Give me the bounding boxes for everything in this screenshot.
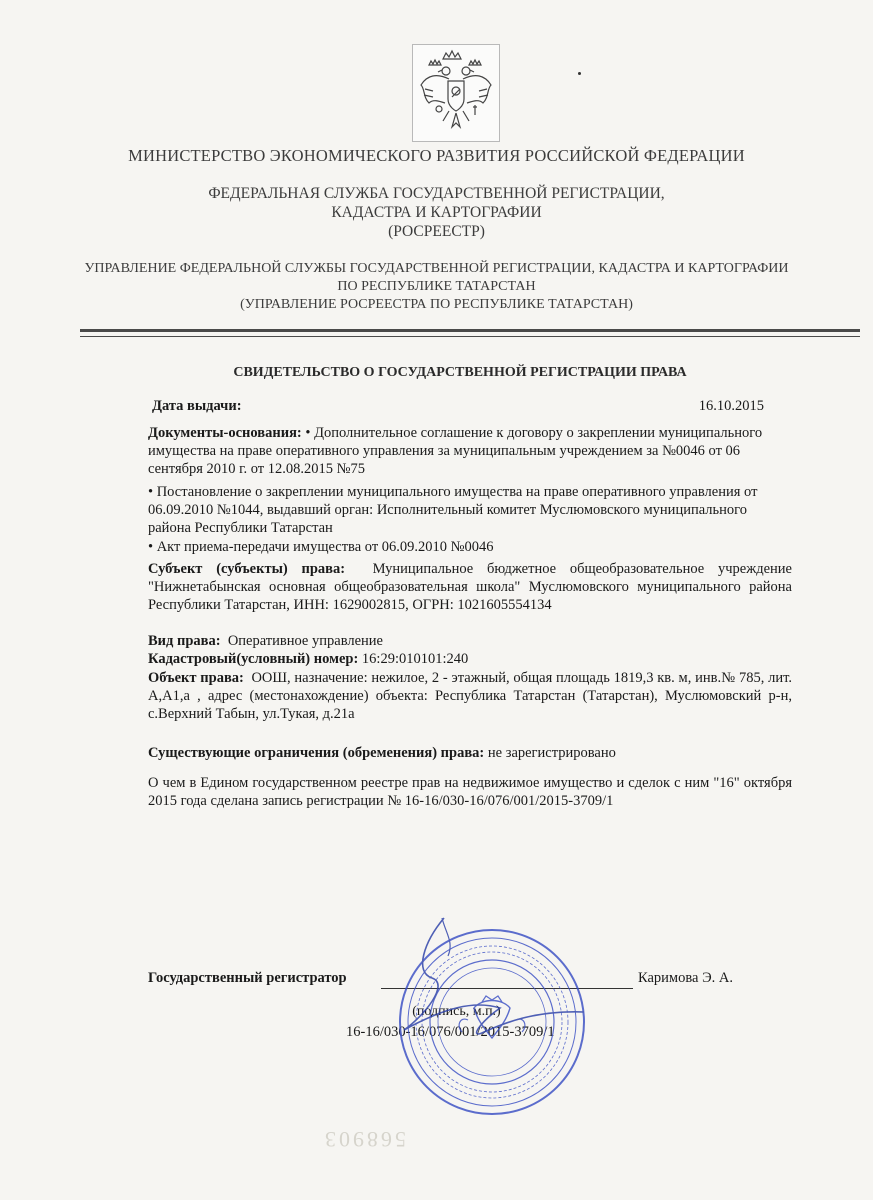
cadastral-row <box>148 650 792 668</box>
object-label: Объект права: <box>148 670 244 686</box>
divider-thick <box>80 329 860 332</box>
object-block <box>148 669 792 723</box>
right-type-label: Вид права: <box>148 633 221 649</box>
registrar-name: Каримова Э. А. <box>638 970 733 986</box>
subject-label: Субъект (субъекты) права: <box>148 561 346 577</box>
issue-date-value: 16.10.2015 <box>698 398 764 414</box>
signature-caption: (подпись, м.п.) <box>412 1004 501 1019</box>
office-heading <box>0 260 873 314</box>
ministry-heading: МИНИСТЕРСТВО ЭКОНОМИЧЕСКОГО РАЗВИТИЯ РОССИЙСКОЙ ФЕДЕРАЦИИ <box>128 146 745 165</box>
office-heading-line: (УПРАВЛЕНИЕ РОСРЕЕСТРА ПО РЕСПУБЛИКЕ ТАТАРСТАН) <box>240 297 633 312</box>
subject-value: Муниципальное бюджетное общеобразовательное учреждение "Нижнетабынская основная общеобразовательная школа" Муслюмовского муниципального района Республики Татарстан, ИНН: 1629002815, ОГРН: 1021605554134 <box>148 561 792 613</box>
official-stamp-icon <box>384 912 594 1122</box>
cadastral-label: Кадастровый(условный) номер: <box>148 651 359 667</box>
restrictions-row <box>148 744 792 762</box>
service-heading-line: ФЕДЕРАЛЬНАЯ СЛУЖБА ГОСУДАРСТВЕННОЙ РЕГИСТРАЦИИ, <box>208 185 665 202</box>
service-heading <box>0 184 873 241</box>
documents-basis <box>148 424 792 478</box>
restrictions-value: не зарегистрировано <box>487 745 616 761</box>
speck <box>578 72 581 75</box>
restrictions-label: Существующие ограничения (обременения) права: <box>148 745 485 761</box>
registration-number: 16-16/030-16/076/001/2015-3709/1 <box>346 1024 555 1040</box>
documents-label: Документы-основания: <box>148 425 302 441</box>
documents-item: • Дополнительное соглашение к договору о закреплении муниципального имущества на праве оперативного управления за муниципальным учреждением за №0046 от 06 сентября 2010 г. от 12.08.2015 №75 <box>148 425 763 477</box>
service-heading-line: КАДАСТРА И КАРТОГРАФИИ <box>331 204 542 221</box>
office-heading-line: УПРАВЛЕНИЕ ФЕДЕРАЛЬНОЙ СЛУЖБЫ ГОСУДАРСТВЕННОЙ РЕГИСТРАЦИИ, КАДАСТРА И КАРТОГРАФИИ <box>84 261 789 276</box>
right-type-row <box>148 632 792 650</box>
documents-item-block <box>148 538 792 556</box>
documents-item: • Постановление о закреплении муниципального имущества на праве оперативного управления от 06.09.2010 №1044, выдавший орган: Исполнительный комитет Муслюмовского муниципального района Республики Татарстан <box>148 484 758 536</box>
issue-date-row <box>152 398 764 415</box>
registrar-label: Государственный регистратор <box>148 970 347 986</box>
coat-of-arms-icon <box>412 44 500 142</box>
registry-record-note: О чем в Едином государственном реестре прав на недвижимое имущество и сделок с ним "16" октября 2015 года сделана запись регистрации № 16-16/030-16/076/001/2015-3709/1 <box>148 775 792 809</box>
documents-item: • Акт приема-передачи имущества от 06.09.2010 №0046 <box>148 539 494 555</box>
service-heading-line: (РОСРЕЕСТР) <box>388 223 485 240</box>
document-title: СВИДЕТЕЛЬСТВО О ГОСУДАРСТВЕННОЙ РЕГИСТРАЦИИ ПРАВА <box>233 365 687 380</box>
office-heading-line: ПО РЕСПУБЛИКЕ ТАТАРСТАН <box>337 279 536 294</box>
cadastral-value: 16:29:010101:240 <box>361 651 469 667</box>
issue-date-label: Дата выдачи: <box>152 398 242 414</box>
subject-block <box>148 560 792 614</box>
documents-item-block <box>148 483 792 537</box>
object-value: ООШ, назначение: нежилое, 2 - этажный, общая площадь 1819,3 кв. м, инв.№ 785, лит. А,А1,а , адрес (местонахождение) объекта: Республика Татарстан (Татарстан), Муслюмовский р-н, с.Верхний Табын, ул.Тукая, д.21а <box>148 670 793 722</box>
form-serial-number: 568903 <box>322 1127 406 1152</box>
right-type-value: Оперативное управление <box>227 633 383 649</box>
divider-thin <box>80 336 860 337</box>
